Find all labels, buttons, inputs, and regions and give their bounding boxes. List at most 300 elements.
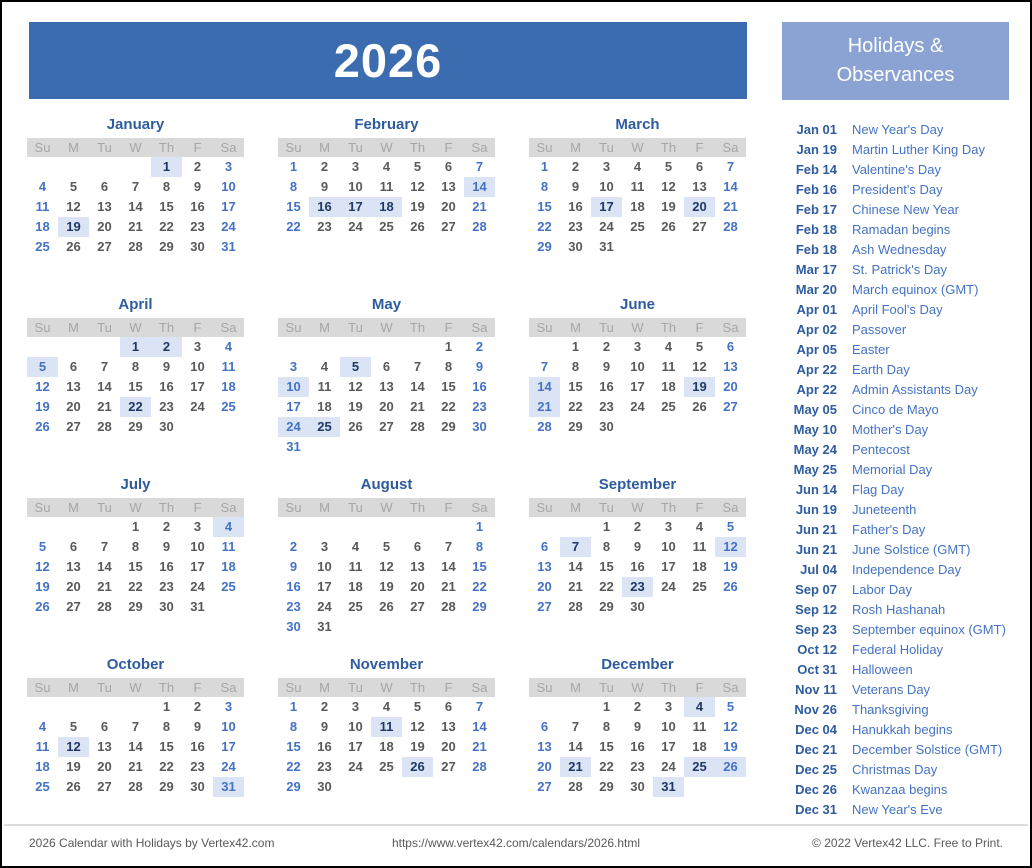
day-cell: 8 (444, 359, 453, 374)
day-cell: 22 (568, 399, 583, 414)
day-cell: 18 (692, 739, 707, 754)
holiday-name: Ramadan begins (852, 222, 951, 237)
day-cell: 23 (159, 579, 174, 594)
holiday-date: Feb 18 (795, 242, 837, 257)
month-november (278, 654, 495, 797)
day-cell-holiday: 31 (213, 777, 244, 797)
weekday-header: Su (536, 680, 553, 695)
day-cell: 7 (100, 539, 109, 554)
day-grid (27, 517, 244, 617)
holiday-date: Feb 14 (795, 162, 837, 177)
holiday-row (782, 720, 1022, 740)
day-cell: 18 (221, 379, 236, 394)
day-cell: 13 (441, 719, 456, 734)
day-cell: 20 (441, 739, 456, 754)
day-cell: 19 (661, 199, 676, 214)
empty-cell (529, 697, 560, 717)
day-cell: 28 (97, 599, 112, 614)
day-cell: 4 (351, 539, 360, 554)
day-cell: 11 (35, 739, 50, 754)
day-cell: 28 (128, 779, 143, 794)
holiday-row (782, 220, 1022, 240)
day-cell: 14 (128, 739, 143, 754)
weekday-header: M (570, 320, 581, 335)
month-june (529, 294, 746, 437)
weekday-header: M (319, 680, 330, 695)
day-grid (529, 517, 746, 617)
weekday-header-row (529, 678, 746, 697)
day-cell: 31 (190, 599, 205, 614)
day-cell: 1 (162, 699, 171, 714)
holiday-row (782, 420, 1022, 440)
day-cell: 17 (661, 739, 676, 754)
weekday-header: Sa (471, 320, 488, 335)
day-cell: 23 (472, 399, 487, 414)
day-cell: 15 (128, 379, 143, 394)
day-cell: 7 (131, 719, 140, 734)
weekday-header: Th (409, 140, 426, 155)
day-cell: 2 (320, 159, 329, 174)
day-cell-holiday: 14 (464, 177, 495, 197)
day-cell: 24 (317, 599, 332, 614)
day-cell: 15 (599, 559, 614, 574)
day-cell: 27 (537, 599, 552, 614)
day-cell: 15 (159, 739, 174, 754)
holiday-name: Veterans Day (852, 682, 931, 697)
holiday-row (782, 260, 1022, 280)
day-cell: 10 (661, 719, 676, 734)
day-cell: 12 (692, 359, 707, 374)
holiday-row (782, 680, 1022, 700)
holiday-row (782, 200, 1022, 220)
holiday-name: Rosh Hashanah (852, 602, 946, 617)
day-cell: 10 (190, 359, 205, 374)
day-cell: 22 (599, 759, 614, 774)
holiday-name: Memorial Day (852, 462, 933, 477)
day-cell: 13 (97, 739, 112, 754)
day-cell: 4 (38, 719, 47, 734)
holiday-date: May 24 (793, 442, 837, 457)
day-cell: 19 (410, 199, 425, 214)
empty-cell (27, 337, 58, 357)
day-cell: 18 (35, 759, 50, 774)
day-cell: 26 (66, 239, 81, 254)
day-cell: 18 (692, 559, 707, 574)
day-cell: 13 (66, 379, 81, 394)
holiday-row (782, 600, 1022, 620)
day-cell: 12 (66, 199, 81, 214)
weekday-header: Th (660, 140, 677, 155)
holiday-date: Oct 31 (797, 662, 837, 677)
day-cell: 14 (568, 559, 583, 574)
day-cell: 12 (410, 179, 425, 194)
weekday-header: Th (158, 680, 175, 695)
day-cell: 8 (289, 719, 298, 734)
empty-cell (27, 157, 58, 177)
day-cell: 22 (286, 759, 301, 774)
day-cell: 3 (664, 699, 673, 714)
weekday-header: Tu (599, 320, 614, 335)
day-cell: 28 (568, 779, 583, 794)
footer-divider (4, 824, 1028, 826)
footer-copyright: © 2022 Vertex42 LLC. Free to Print. (812, 836, 1003, 850)
weekday-header: Tu (348, 320, 363, 335)
day-cell: 26 (692, 399, 707, 414)
holiday-name: April Fool's Day (852, 302, 943, 317)
empty-cell (371, 337, 402, 357)
day-cell: 30 (568, 239, 583, 254)
day-cell: 8 (131, 539, 140, 554)
day-cell: 18 (379, 739, 394, 754)
day-grid (529, 337, 746, 437)
day-cell: 24 (348, 759, 363, 774)
day-grid (278, 337, 495, 457)
holiday-list (782, 120, 1022, 820)
day-cell: 12 (379, 559, 394, 574)
holiday-name: Kwanzaa begins (852, 782, 948, 797)
day-cell: 5 (38, 539, 47, 554)
empty-cell (89, 697, 120, 717)
month-october (27, 654, 244, 797)
weekday-header: Su (536, 320, 553, 335)
weekday-header: F (695, 680, 704, 695)
holiday-date: May 05 (793, 402, 837, 417)
day-cell: 16 (630, 559, 645, 574)
holiday-name: Thanksgiving (852, 702, 929, 717)
holiday-date: Jan 01 (796, 122, 837, 137)
holiday-date: Apr 22 (796, 382, 837, 397)
empty-cell (529, 337, 560, 357)
day-cell: 11 (348, 559, 363, 574)
day-cell: 5 (726, 699, 735, 714)
day-cell: 27 (97, 239, 112, 254)
holiday-date: May 25 (793, 462, 837, 477)
weekday-header: F (695, 500, 704, 515)
day-cell: 11 (221, 539, 236, 554)
holiday-date: May 10 (793, 422, 837, 437)
weekday-header: Th (409, 320, 426, 335)
holiday-name: June Solstice (GMT) (852, 542, 971, 557)
weekday-header: Su (285, 140, 302, 155)
holiday-date: Nov 26 (794, 702, 837, 717)
day-cell: 29 (472, 599, 487, 614)
day-cell: 30 (630, 599, 645, 614)
month-title: February (354, 116, 419, 133)
weekday-header: Sa (220, 140, 237, 155)
day-cell-holiday: 11 (371, 717, 402, 737)
weekday-header: M (319, 320, 330, 335)
day-cell: 3 (224, 699, 233, 714)
holiday-date: Dec 26 (795, 782, 837, 797)
day-cell-holiday: 12 (58, 737, 89, 757)
day-cell: 11 (692, 719, 707, 734)
day-cell: 2 (193, 159, 202, 174)
weekday-header: W (380, 140, 393, 155)
weekday-header: W (129, 680, 142, 695)
holiday-name: Juneteenth (852, 502, 917, 517)
day-cell: 21 (441, 579, 456, 594)
day-cell: 8 (475, 539, 484, 554)
month-title: October (106, 656, 165, 673)
day-cell: 16 (630, 739, 645, 754)
day-cell: 30 (472, 419, 487, 434)
day-cell: 4 (224, 339, 233, 354)
day-grid (27, 337, 244, 437)
holiday-row (782, 760, 1022, 780)
day-cell: 19 (723, 739, 738, 754)
month-december (529, 654, 746, 797)
day-cell: 25 (35, 779, 50, 794)
day-cell: 13 (97, 199, 112, 214)
day-cell: 6 (69, 359, 78, 374)
day-cell: 20 (66, 579, 81, 594)
day-cell: 21 (128, 759, 143, 774)
day-cell: 4 (382, 699, 391, 714)
day-cell: 19 (66, 759, 81, 774)
holiday-date: Feb 17 (795, 202, 837, 217)
day-cell: 29 (441, 419, 456, 434)
day-cell: 6 (100, 179, 109, 194)
weekday-header: Su (34, 500, 51, 515)
empty-cell (27, 517, 58, 537)
day-cell-holiday: 1 (151, 157, 182, 177)
weekday-header: Tu (348, 140, 363, 155)
day-cell: 4 (664, 339, 673, 354)
day-cell: 21 (723, 199, 738, 214)
day-cell: 9 (193, 719, 202, 734)
weekday-header: Th (660, 680, 677, 695)
day-cell: 27 (379, 419, 394, 434)
weekday-header: F (444, 500, 453, 515)
weekday-header: F (444, 140, 453, 155)
weekday-header-row (529, 318, 746, 337)
day-cell: 11 (379, 179, 394, 194)
day-cell: 3 (602, 159, 611, 174)
day-cell-holiday: 5 (27, 357, 58, 377)
day-cell: 11 (317, 379, 332, 394)
day-cell-holiday: 7 (560, 537, 591, 557)
day-cell: 23 (568, 219, 583, 234)
holiday-name: President's Day (852, 182, 943, 197)
weekday-header: F (444, 320, 453, 335)
holiday-row (782, 400, 1022, 420)
day-cell: 26 (35, 419, 50, 434)
holiday-row (782, 360, 1022, 380)
day-cell: 22 (159, 759, 174, 774)
day-cell: 23 (190, 219, 205, 234)
day-cell-holiday: 17 (340, 197, 371, 217)
day-cell-holiday: 4 (213, 517, 244, 537)
day-cell: 31 (286, 439, 301, 454)
day-cell: 24 (661, 759, 676, 774)
day-cell: 4 (633, 159, 642, 174)
holiday-date: Feb 18 (795, 222, 837, 237)
holiday-name: Ash Wednesday (852, 242, 947, 257)
day-cell: 1 (602, 699, 611, 714)
weekday-header: W (380, 320, 393, 335)
footer (2, 836, 1030, 856)
holiday-row (782, 660, 1022, 680)
day-cell-holiday: 23 (622, 577, 653, 597)
month-title: January (106, 116, 165, 133)
month-title: April (118, 296, 153, 313)
day-cell: 27 (723, 399, 738, 414)
weekday-header: Tu (599, 500, 614, 515)
day-cell: 9 (162, 359, 171, 374)
weekday-header: Sa (722, 500, 739, 515)
day-cell: 20 (537, 579, 552, 594)
weekday-header: Su (536, 500, 553, 515)
holiday-date: Dec 21 (795, 742, 837, 757)
day-cell: 24 (190, 399, 205, 414)
day-cell: 26 (66, 779, 81, 794)
day-cell: 9 (475, 359, 484, 374)
day-cell: 5 (664, 159, 673, 174)
day-cell: 10 (221, 719, 236, 734)
day-cell: 14 (441, 559, 456, 574)
day-cell: 6 (540, 539, 549, 554)
day-cell: 8 (540, 179, 549, 194)
day-cell: 28 (568, 599, 583, 614)
weekday-header: Su (285, 500, 302, 515)
weekday-header: Th (158, 500, 175, 515)
holiday-row (782, 700, 1022, 720)
weekday-header: Su (34, 320, 51, 335)
day-cell: 19 (35, 579, 50, 594)
holiday-date: Apr 02 (796, 322, 837, 337)
day-cell: 19 (410, 739, 425, 754)
day-cell: 7 (726, 159, 735, 174)
day-cell: 24 (221, 759, 236, 774)
day-cell: 20 (410, 579, 425, 594)
day-cell: 29 (159, 239, 174, 254)
day-cell: 7 (475, 159, 484, 174)
day-cell: 16 (190, 739, 205, 754)
holiday-row (782, 320, 1022, 340)
day-cell: 2 (633, 519, 642, 534)
weekday-header: Su (34, 140, 51, 155)
day-cell: 16 (190, 199, 205, 214)
day-cell-holiday: 18 (371, 197, 402, 217)
day-cell: 6 (726, 339, 735, 354)
day-cell: 24 (661, 579, 676, 594)
month-title: June (619, 296, 655, 313)
day-cell: 19 (723, 559, 738, 574)
day-cell: 4 (695, 519, 704, 534)
day-cell: 26 (723, 579, 738, 594)
day-cell: 16 (286, 579, 301, 594)
holiday-name: Admin Assistants Day (852, 382, 978, 397)
day-cell: 1 (289, 699, 298, 714)
day-cell: 30 (159, 599, 174, 614)
day-cell: 23 (630, 759, 645, 774)
day-cell-holiday: 26 (402, 757, 433, 777)
month-title: November (349, 656, 424, 673)
holiday-name: Passover (852, 322, 907, 337)
day-cell: 8 (162, 179, 171, 194)
weekday-header-row (529, 498, 746, 517)
day-cell: 6 (444, 159, 453, 174)
day-cell: 8 (131, 359, 140, 374)
holiday-date: Dec 25 (795, 762, 837, 777)
weekday-header: Tu (599, 140, 614, 155)
day-cell: 29 (599, 599, 614, 614)
weekday-header: M (570, 680, 581, 695)
day-cell: 8 (162, 719, 171, 734)
holiday-name: Flag Day (852, 482, 905, 497)
weekday-header: Su (285, 680, 302, 695)
month-may (278, 294, 495, 457)
day-cell: 1 (131, 519, 140, 534)
day-cell: 2 (633, 699, 642, 714)
day-cell: 18 (317, 399, 332, 414)
day-grid (278, 517, 495, 637)
day-cell: 19 (348, 399, 363, 414)
day-cell-holiday: 24 (278, 417, 309, 437)
day-cell-holiday: 25 (684, 757, 715, 777)
day-cell: 28 (723, 219, 738, 234)
day-cell: 27 (66, 599, 81, 614)
empty-cell (560, 517, 591, 537)
day-grid (529, 697, 746, 797)
day-cell-holiday: 20 (684, 197, 715, 217)
day-cell: 6 (69, 539, 78, 554)
day-cell: 1 (444, 339, 453, 354)
day-cell: 10 (348, 179, 363, 194)
weekday-header: M (68, 500, 79, 515)
day-grid (529, 157, 746, 257)
day-cell: 5 (413, 699, 422, 714)
weekday-header-row (27, 318, 244, 337)
day-cell: 22 (159, 219, 174, 234)
day-cell: 26 (661, 219, 676, 234)
day-cell: 8 (571, 359, 580, 374)
day-cell: 24 (221, 219, 236, 234)
holiday-name: Earth Day (852, 362, 910, 377)
day-cell: 30 (190, 239, 205, 254)
day-cell: 20 (379, 399, 394, 414)
day-cell: 2 (602, 339, 611, 354)
day-cell: 13 (410, 559, 425, 574)
weekday-header-row (278, 138, 495, 157)
day-cell: 18 (630, 199, 645, 214)
day-cell: 1 (602, 519, 611, 534)
holiday-date: Sep 23 (795, 622, 837, 637)
weekday-header-row (529, 138, 746, 157)
day-cell: 10 (661, 539, 676, 554)
weekday-header: Sa (722, 680, 739, 695)
holiday-row (782, 120, 1022, 140)
weekday-header: W (129, 500, 142, 515)
day-cell: 13 (692, 179, 707, 194)
day-cell: 10 (348, 719, 363, 734)
empty-cell (120, 697, 151, 717)
holidays-header-label: Holidays & Observances (836, 35, 955, 86)
day-cell: 13 (379, 379, 394, 394)
weekday-header: Sa (471, 680, 488, 695)
holiday-row (782, 740, 1022, 760)
holiday-date: Feb 16 (795, 182, 837, 197)
day-cell: 27 (692, 219, 707, 234)
day-cell: 31 (599, 239, 614, 254)
empty-cell (402, 337, 433, 357)
holiday-name: Cinco de Mayo (852, 402, 939, 417)
holiday-row (782, 300, 1022, 320)
day-cell: 1 (540, 159, 549, 174)
day-cell: 14 (97, 559, 112, 574)
day-cell: 21 (472, 739, 487, 754)
day-cell-holiday: 17 (591, 197, 622, 217)
